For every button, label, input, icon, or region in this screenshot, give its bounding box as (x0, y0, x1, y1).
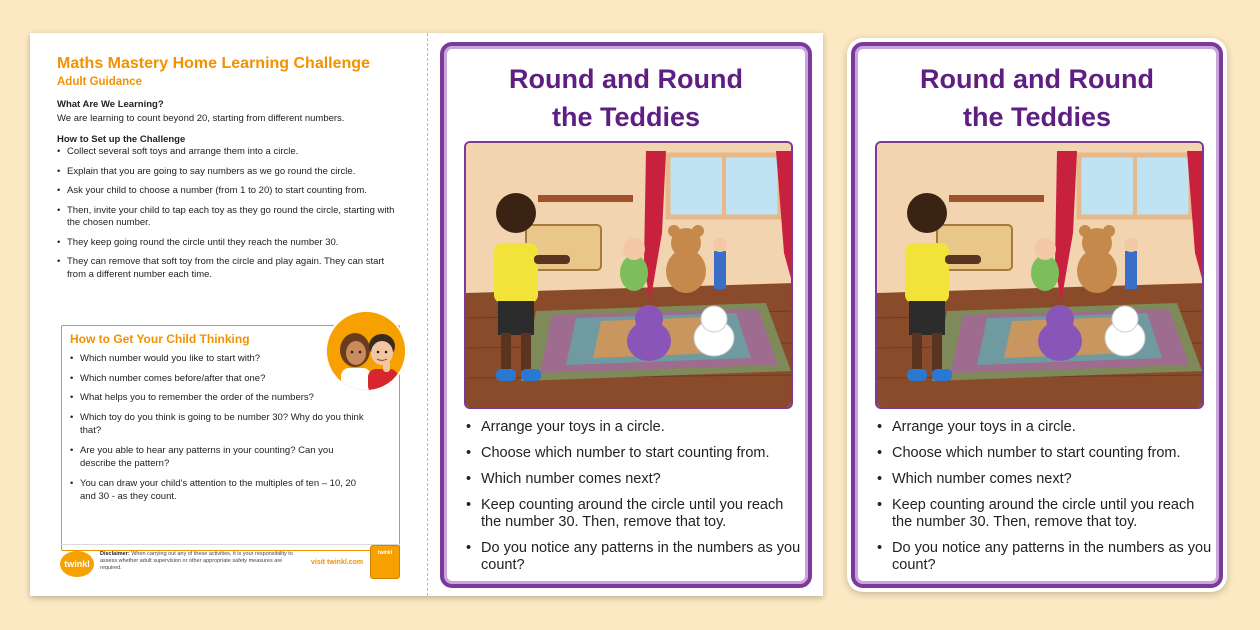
list-item: • Which number comes next? (466, 471, 802, 488)
guidance-subtitle: Adult Guidance (57, 76, 142, 88)
children-thinking-illustration (325, 310, 407, 392)
twinkl-logo: twinkl (60, 551, 94, 577)
list-item: • Which number would you like to start with? (70, 352, 370, 366)
disclaimer (100, 551, 295, 572)
card-title (444, 60, 808, 136)
list-item: • Keep counting around the circle until you reach the number 30. Then, remove that toy. (466, 497, 802, 531)
learning-heading: What Are We Learning? (57, 99, 164, 110)
disclaimer-label: Disclaimer: (100, 551, 130, 557)
activity-card-copy (851, 42, 1223, 588)
list-item: • Are you able to hear any patterns in your counting? Can you describe the pattern? (70, 444, 370, 471)
card-title-line: Round and Round (920, 64, 1154, 94)
disclaimer-text: When carrying out any of these activities, it is your responsibility to assess whether adult supervision or other appropriate safety measures are required. (100, 551, 293, 571)
list-item: • Which number comes before/after that one? (70, 372, 370, 386)
thinking-heading: How to Get Your Child Thinking (70, 332, 250, 346)
list-item: • Collect several soft toys and arrange them into a circle. (57, 146, 402, 159)
learning-text: We are learning to count beyond 20, starting from different numbers. (57, 113, 345, 124)
visit-link[interactable]: visit twinkl.com (311, 559, 364, 566)
thinking-questions (70, 352, 370, 510)
setup-heading: How to Set up the Challenge (57, 134, 186, 145)
list-item: • Then, invite your child to tap each toy as they go round the circle, starting with the chosen number. (57, 205, 402, 230)
instruction-list (877, 419, 1213, 583)
playroom-illustration (875, 141, 1204, 409)
card-title-line: Round and Round (509, 64, 743, 94)
list-item: • Do you notice any patterns in the numbers as you count? (877, 540, 1213, 574)
list-item: • You can draw your child's attention to the multiples of ten – 10, 20 and 30 - as they count. (70, 477, 370, 504)
list-item: • Choose which number to start counting from. (466, 445, 802, 462)
list-item: • They can remove that soft toy from the circle and play again. They can start from a different number each time. (57, 256, 402, 281)
instruction-list (466, 419, 802, 583)
guidance-text (57, 55, 402, 288)
list-item: • What helps you to remember the order of the numbers? (70, 391, 370, 405)
list-item: • Keep counting around the circle until you reach the number 30. Then, remove that toy. (877, 497, 1213, 531)
twinkl-badge: twinkl (370, 545, 400, 579)
list-item: • Ask your child to choose a number (from 1 to 20) to start counting from. (57, 185, 402, 198)
list-item: • They keep going round the circle until they reach the number 30. (57, 237, 402, 250)
card-title-line: the Teddies (962, 102, 1112, 132)
list-item: • Which number comes next? (877, 471, 1213, 488)
list-item: • Arrange your toys in a circle. (877, 419, 1213, 436)
list-item: • Which toy do you think is going to be number 30? Why do you think that? (70, 411, 370, 438)
activity-card (440, 42, 812, 588)
list-item: • Do you notice any patterns in the numbers as you count? (466, 540, 802, 574)
list-item: • Choose which number to start counting from. (877, 445, 1213, 462)
playroom-illustration (464, 141, 793, 409)
list-item: • Arrange your toys in a circle. (466, 419, 802, 436)
fold-line (427, 33, 428, 596)
guidance-title: Maths Mastery Home Learning Challenge (57, 55, 370, 72)
card-title-line: the Teddies (551, 102, 701, 132)
card-title (855, 60, 1219, 136)
footer-divider (61, 544, 400, 545)
list-item: • Explain that you are going to say numbers as we go round the circle. (57, 166, 402, 179)
setup-steps (57, 146, 402, 281)
